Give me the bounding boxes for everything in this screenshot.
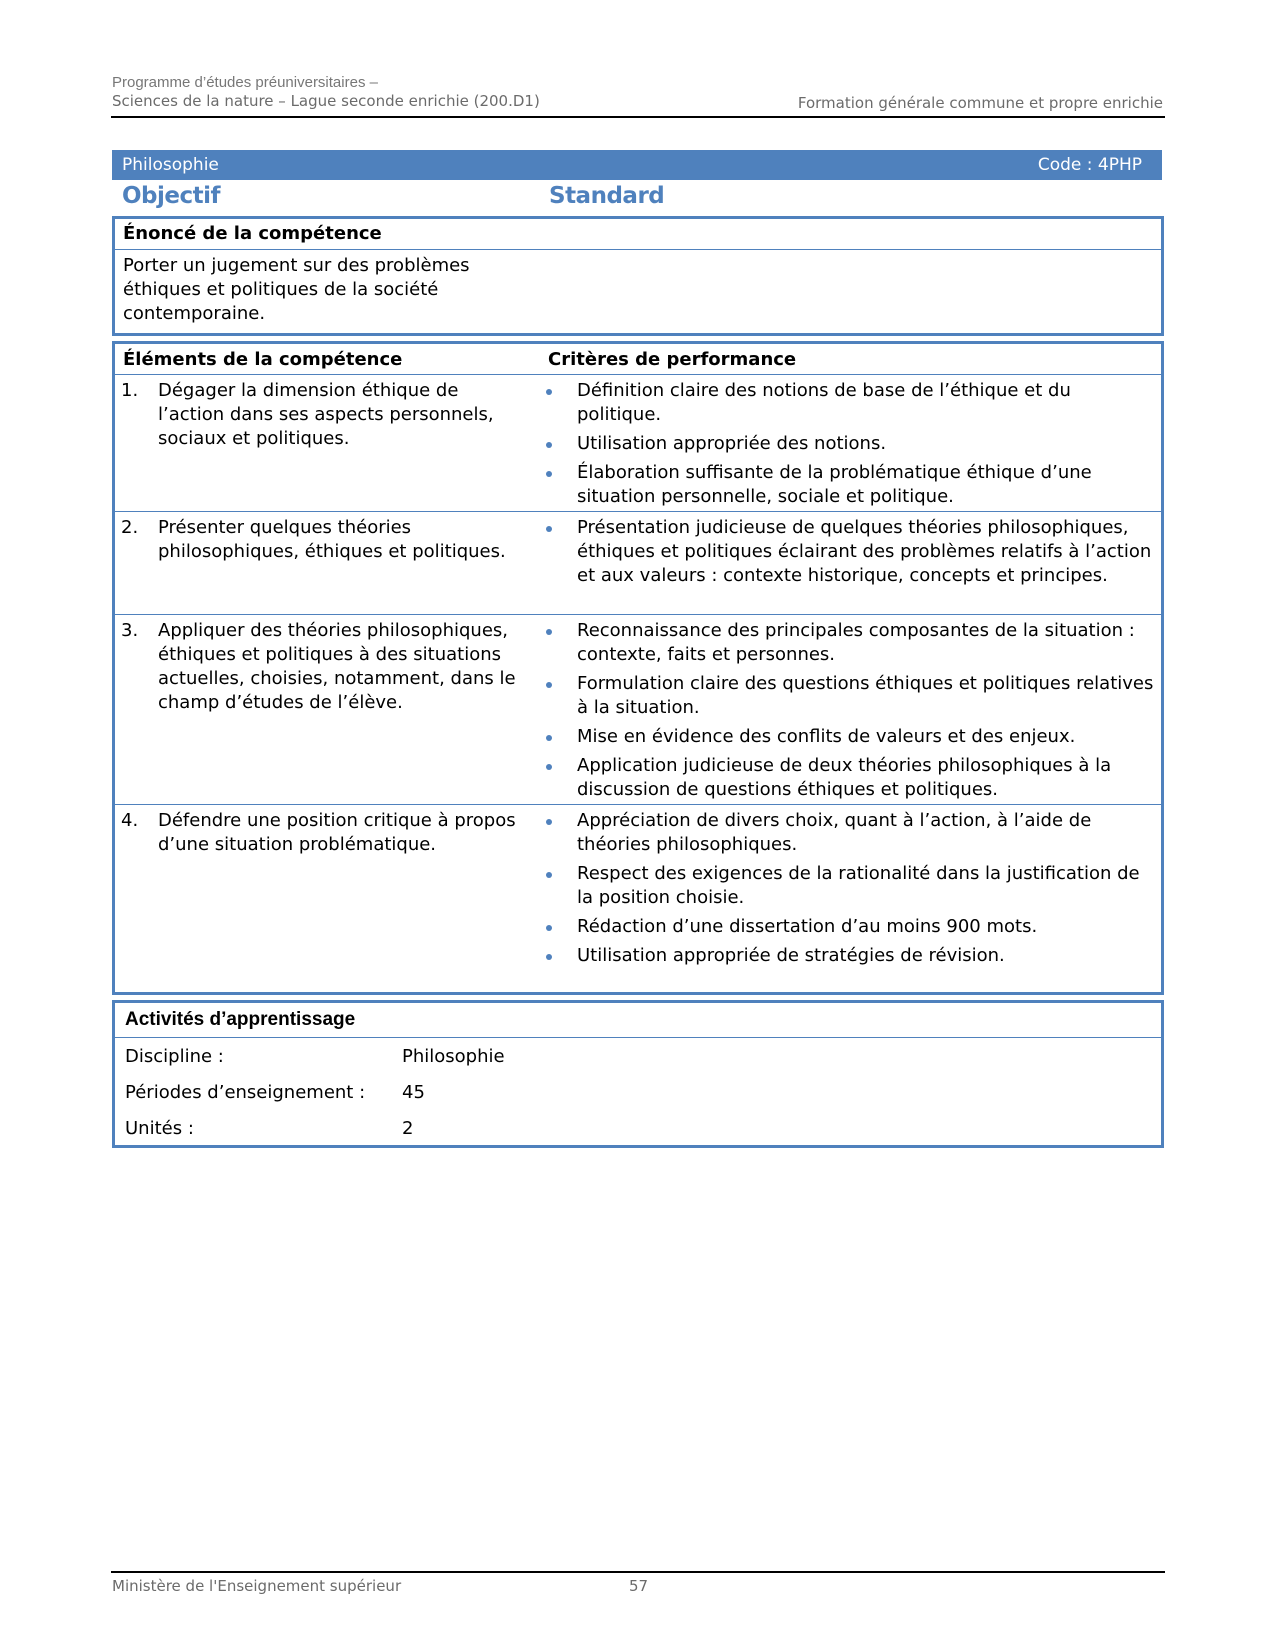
criterion: Respect des exigences de la rationalité dans la justification de la position choisie.	[540, 862, 1155, 910]
criterion: Élaboration suffisante de la problématique éthique d’une situation personnelle, sociale et politique.	[540, 461, 1155, 509]
page-header	[111, 74, 1165, 118]
enonce-title: Énoncé de la compétence	[115, 219, 1161, 250]
activity-value: 45	[402, 1082, 425, 1103]
activites-box	[112, 1000, 1164, 1148]
element-text: Dégager la dimension éthique de l’action dans ses aspects personnels, sociaux et politiques.	[158, 380, 494, 449]
bullet-icon	[546, 819, 552, 825]
activites-title: Activités d’apprentissage	[115, 1003, 1161, 1038]
element-cell	[121, 516, 521, 564]
col-criteria-heading: Critères de performance	[548, 349, 797, 370]
criterion: Appréciation de divers choix, quant à l’action, à l’aide de théories philosophiques.	[540, 809, 1155, 857]
header-line-2: Sciences de la nature – Lague seconde enrichie (200.D1)	[112, 92, 540, 110]
element-text: Défendre une position critique à propos d’une situation problématique.	[158, 810, 516, 855]
col-elements-heading: Éléments de la compétence	[123, 349, 403, 370]
element-number: 1.	[121, 380, 139, 401]
element-cell	[121, 619, 521, 715]
table-row	[115, 375, 1161, 512]
page-footer	[111, 1571, 1165, 1601]
bullet-icon	[546, 526, 552, 532]
criteria-cell	[540, 619, 1155, 807]
bullet-icon	[546, 925, 552, 931]
criterion: Formulation claire des questions éthiques et politiques relatives à la situation.	[540, 672, 1155, 720]
activity-label: Discipline :	[125, 1046, 224, 1067]
table-row	[115, 805, 1161, 989]
activity-value: 2	[402, 1118, 414, 1139]
element-text: Présenter quelques théories philosophiques, éthiques et politiques.	[158, 517, 506, 562]
table-row	[115, 615, 1161, 805]
activity-label: Unités :	[125, 1118, 194, 1139]
bullet-icon	[546, 471, 552, 477]
course-code: Code : 4PHP	[1037, 155, 1142, 175]
bullet-icon	[546, 389, 552, 395]
page-number: 57	[629, 1577, 649, 1595]
element-number: 4.	[121, 810, 139, 831]
header-program	[112, 74, 540, 110]
activity-row-discipline	[115, 1038, 1161, 1074]
bullet-icon	[546, 682, 552, 688]
element-number: 3.	[121, 620, 139, 641]
bullet-icon	[546, 735, 552, 741]
elements-table-header	[115, 344, 1161, 375]
criterion: Utilisation appropriée de stratégies de révision.	[540, 944, 1155, 968]
criterion: Application judicieuse de deux théories philosophiques à la discussion de questions éthiques et politiques.	[540, 754, 1155, 802]
criterion: Rédaction d’une dissertation d’au moins 900 mots.	[540, 915, 1155, 939]
criteria-cell	[540, 379, 1155, 514]
criterion: Reconnaissance des principales composantes de la situation : contexte, faits et personnes.	[540, 619, 1155, 667]
criteria-cell	[540, 516, 1155, 593]
element-number: 2.	[121, 517, 139, 538]
enonce-text: Porter un jugement sur des problèmes éthiques et politiques de la société contemporaine.	[123, 255, 470, 324]
course-banner	[112, 150, 1162, 180]
bullet-icon	[546, 954, 552, 960]
criterion: Mise en évidence des conflits de valeurs et des enjeux.	[540, 725, 1155, 749]
elements-table	[112, 341, 1164, 995]
objective-standard-row	[112, 182, 1162, 214]
criteria-cell	[540, 809, 1155, 973]
criterion: Utilisation appropriée des notions.	[540, 432, 1155, 456]
element-cell	[121, 809, 521, 857]
activity-value: Philosophie	[402, 1046, 505, 1067]
activity-row-periodes	[115, 1074, 1161, 1110]
enonce-box	[112, 216, 1164, 336]
activity-label: Périodes d’enseignement :	[125, 1082, 366, 1103]
objectif-heading: Objectif	[122, 183, 221, 209]
bullet-icon	[546, 442, 552, 448]
bullet-icon	[546, 629, 552, 635]
activity-row-unites	[115, 1110, 1161, 1146]
bullet-icon	[546, 764, 552, 770]
element-cell	[121, 379, 521, 451]
bullet-icon	[546, 872, 552, 878]
course-name: Philosophie	[122, 155, 219, 175]
element-text: Appliquer des théories philosophiques, éthiques et politiques à des situations actuelles, choisies, notamment, dans le champ d’études de l’élève.	[158, 620, 516, 713]
criterion: Présentation judicieuse de quelques théories philosophiques, éthiques et politiques éclairant des problèmes relatifs à l’action et aux valeurs : contexte historique, concepts et principes.	[540, 516, 1155, 588]
header-formation: Formation générale commune et propre enrichie	[797, 94, 1163, 112]
criterion: Définition claire des notions de base de l’éthique et du politique.	[540, 379, 1155, 427]
table-row	[115, 512, 1161, 615]
header-line-1: Programme d’études préuniversitaires –	[112, 74, 378, 91]
standard-heading: Standard	[549, 183, 665, 209]
footer-ministry: Ministère de l'Enseignement supérieur	[112, 1577, 402, 1595]
